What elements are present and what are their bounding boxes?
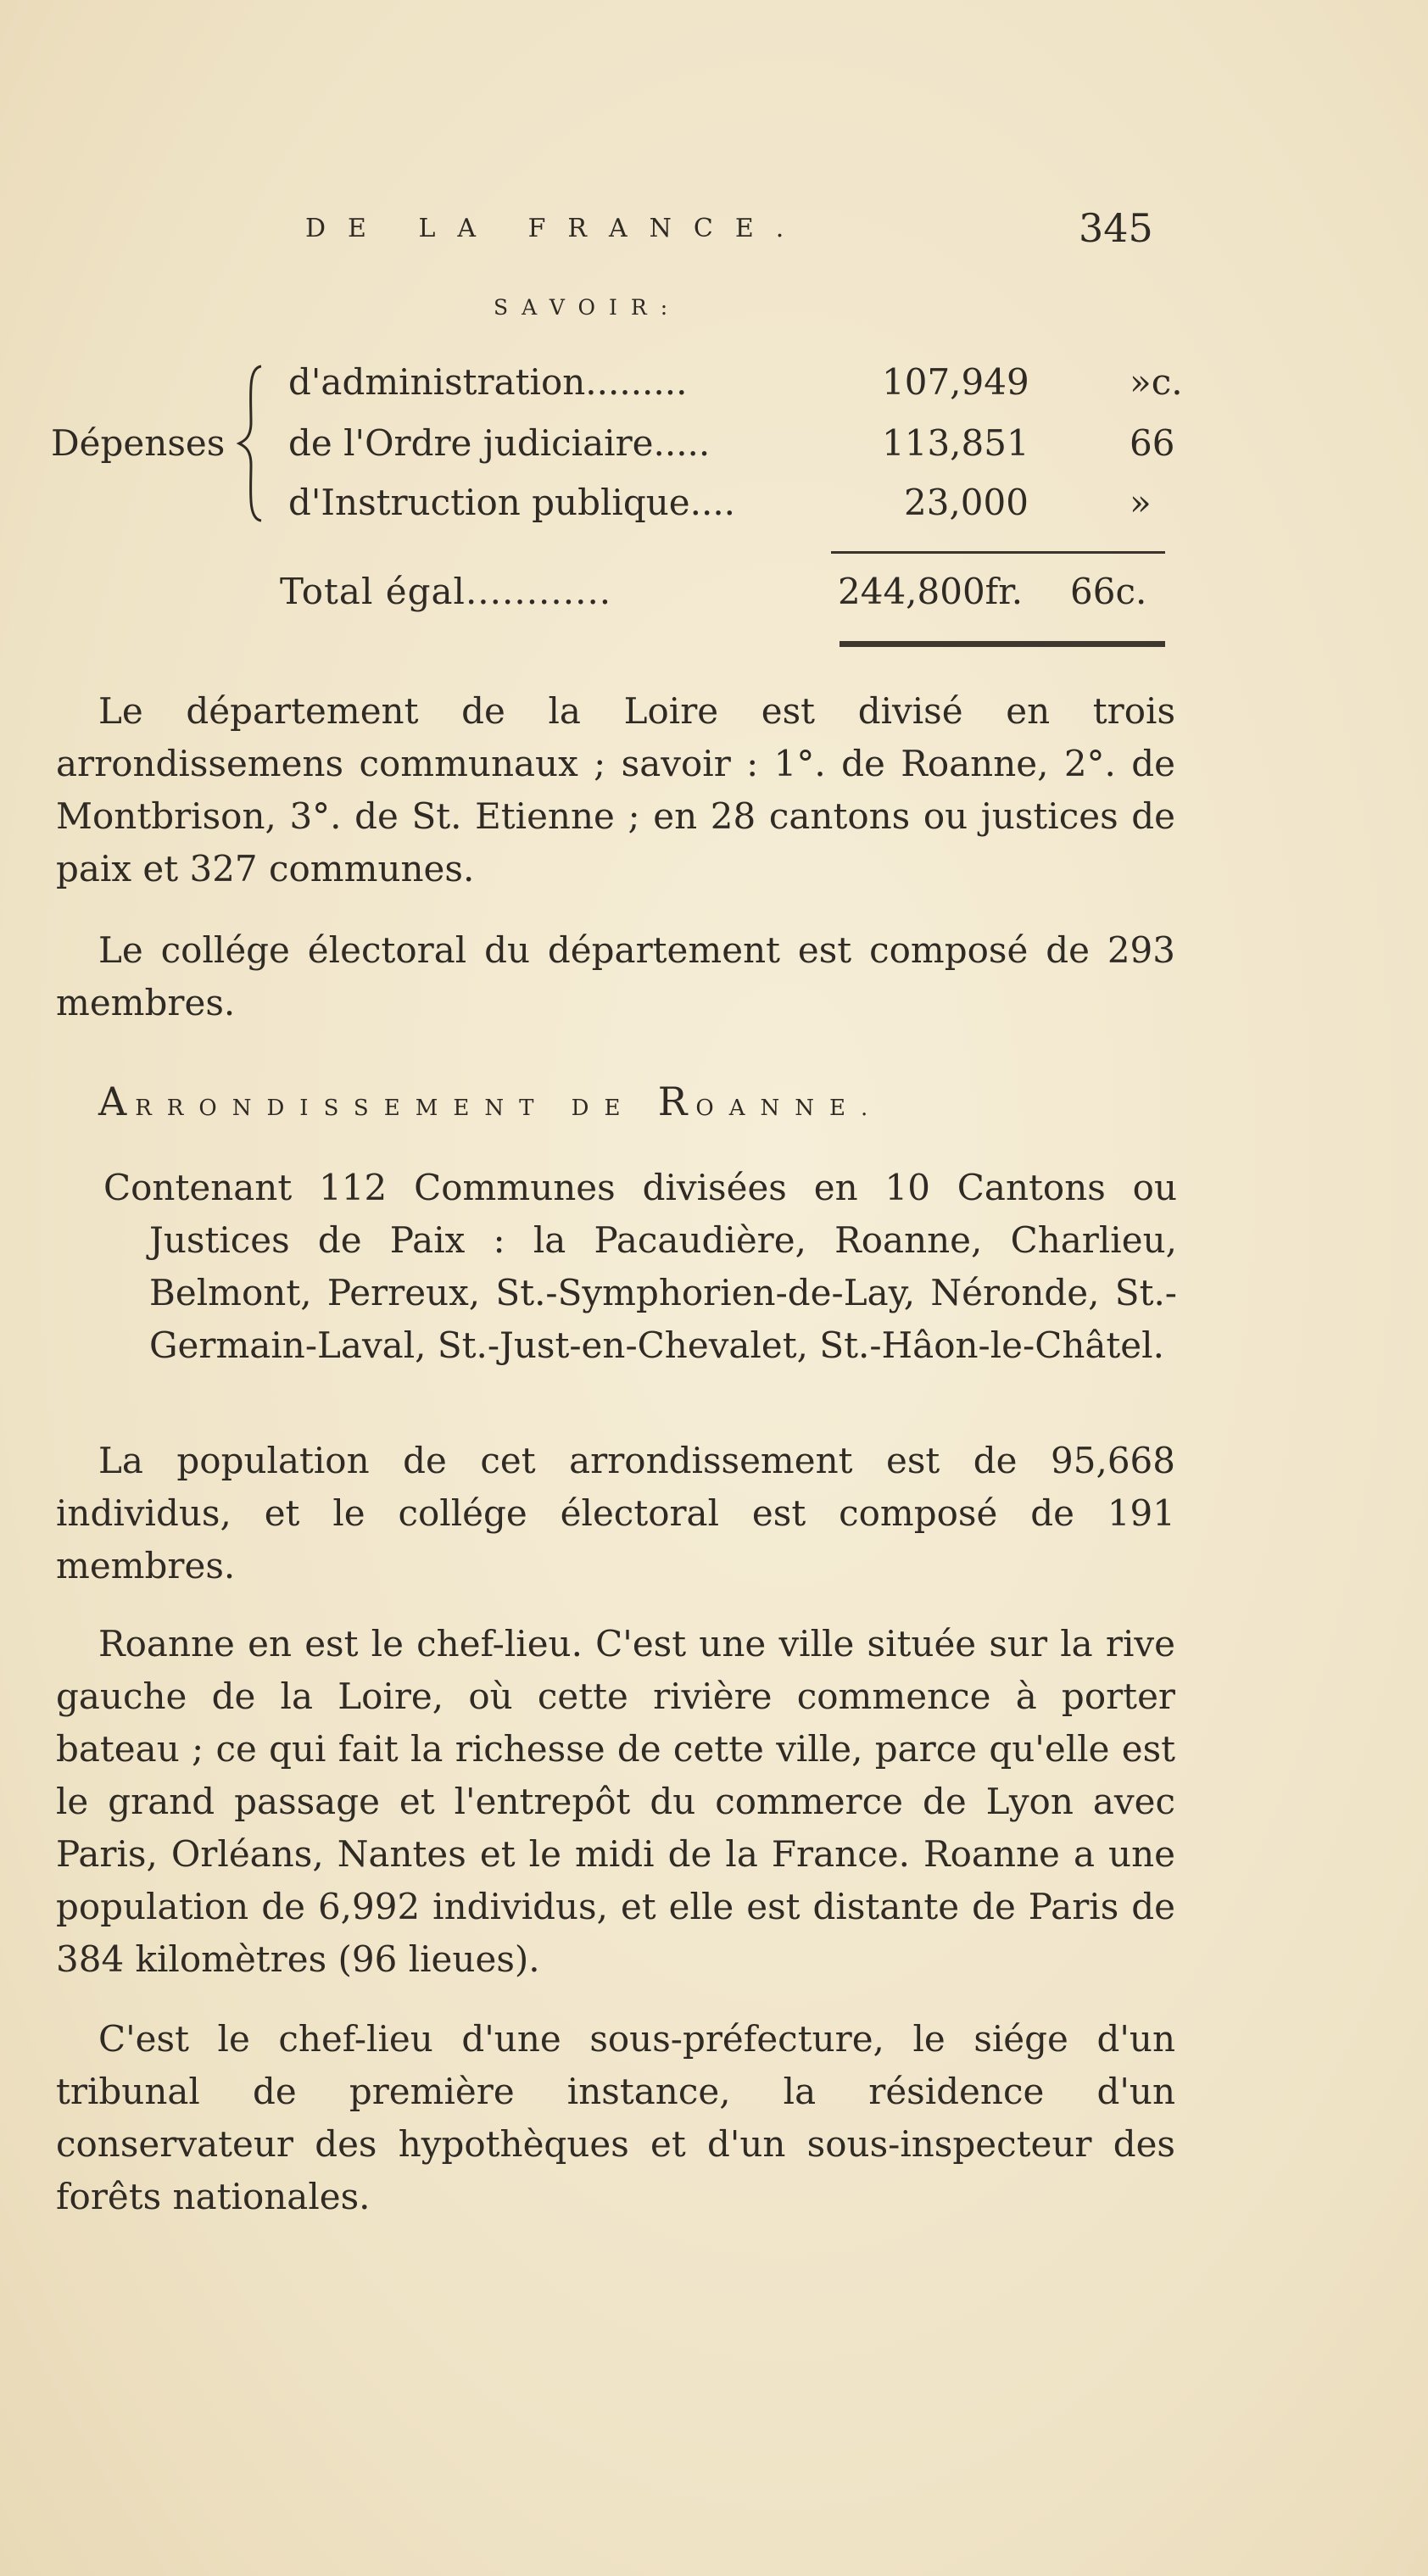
paragraph-population xyxy=(56,1435,1175,1592)
heading-middle: RRONDISSEMENT DE xyxy=(135,1096,636,1121)
paragraph-text: Le département de la Loire est divisé en trois arrondissemens communaux ; savoir : 1°. de Roanne, 2°. de Montbrison, 3°. de St. Etienne ; en 28 cantons ou justices de paix et 327 communes. xyxy=(56,690,1175,889)
expense-cents: » xyxy=(1130,482,1152,523)
heading-initial-a: A xyxy=(98,1079,136,1124)
page-number: 345 xyxy=(1079,205,1153,251)
expense-value: 113,851 xyxy=(882,422,1029,464)
paragraph-text: C'est le chef-lieu d'une sous-préfecture, le siége d'un tribunal de première instance, la résidence d'un conservateur des hypothèques et d'un sous-inspecteur des forêts nationales. xyxy=(56,2018,1175,2217)
expenses-table xyxy=(51,356,1187,534)
paragraph-text: La population de cet arrondissement est de 95,668 individus, et le collége électoral est composé de 191 membres. xyxy=(56,1440,1175,1586)
total-label: Total égal............ xyxy=(280,571,612,612)
heading-end: OANNE. xyxy=(695,1096,884,1121)
expense-label: de l'Ordre judiciaire..... xyxy=(288,422,711,464)
expense-label: d'Instruction publique.... xyxy=(288,482,736,523)
savoir-label: SAVOIR: xyxy=(494,295,682,320)
decorative-rule xyxy=(840,641,1165,647)
paragraph-college xyxy=(56,924,1175,1029)
paragraph-roanne xyxy=(56,1618,1175,1986)
expense-row-administration xyxy=(288,361,1187,412)
total-row xyxy=(280,571,1179,622)
paragraph-chef-lieu xyxy=(56,2013,1175,2223)
total-value: 244,800fr. xyxy=(838,571,1024,612)
paragraph-contenant xyxy=(103,1162,1177,1372)
brace-icon xyxy=(236,363,266,524)
expense-cents: 66 xyxy=(1130,422,1175,464)
expense-value: 23,000 xyxy=(904,482,1029,523)
heading-initial-r: R xyxy=(657,1079,696,1124)
sum-rule xyxy=(831,551,1165,554)
total-cents: 66c. xyxy=(1070,571,1147,612)
paragraph-text: Roanne en est le chef-lieu. C'est une ville située sur la rive gauche de la Loire, où cette rivière commence à porter bateau ; ce qui fait la richesse de cette ville, parce qu'elle est le grand passage et l'entrepôt du commerce de Lyon avec Paris, Orléans, Nantes et le midi de la France. Roanne a une population de 6,992 individus, et elle est distante de Paris de 384 kilomètres (96 lieues). xyxy=(56,1623,1175,1980)
paragraph-departement xyxy=(56,685,1175,895)
section-heading xyxy=(98,1079,1158,1124)
expense-row-instruction xyxy=(288,482,1187,532)
running-head: DE LA FRANCE. xyxy=(305,214,806,243)
expense-row-judiciaire xyxy=(288,422,1187,473)
expense-cents: »c. xyxy=(1130,361,1183,403)
expense-value: 107,949 xyxy=(882,361,1029,403)
paragraph-text: Contenant 112 Communes divisées en 10 Cantons ou Justices de Paix : la Pacaudière, Roanne, Charlieu, Belmont, Perreux, St.-Symphorien-de-Lay, Néronde, St.-Germain-Laval, St.-Just-en-Chevalet, St.-Hâon-le-Châtel. xyxy=(103,1167,1177,1366)
paragraph-text: Le collége électoral du département est composé de 293 membres. xyxy=(56,929,1175,1023)
expense-label: d'administration......... xyxy=(288,361,688,403)
expenses-group-label: Dépenses xyxy=(51,422,226,464)
